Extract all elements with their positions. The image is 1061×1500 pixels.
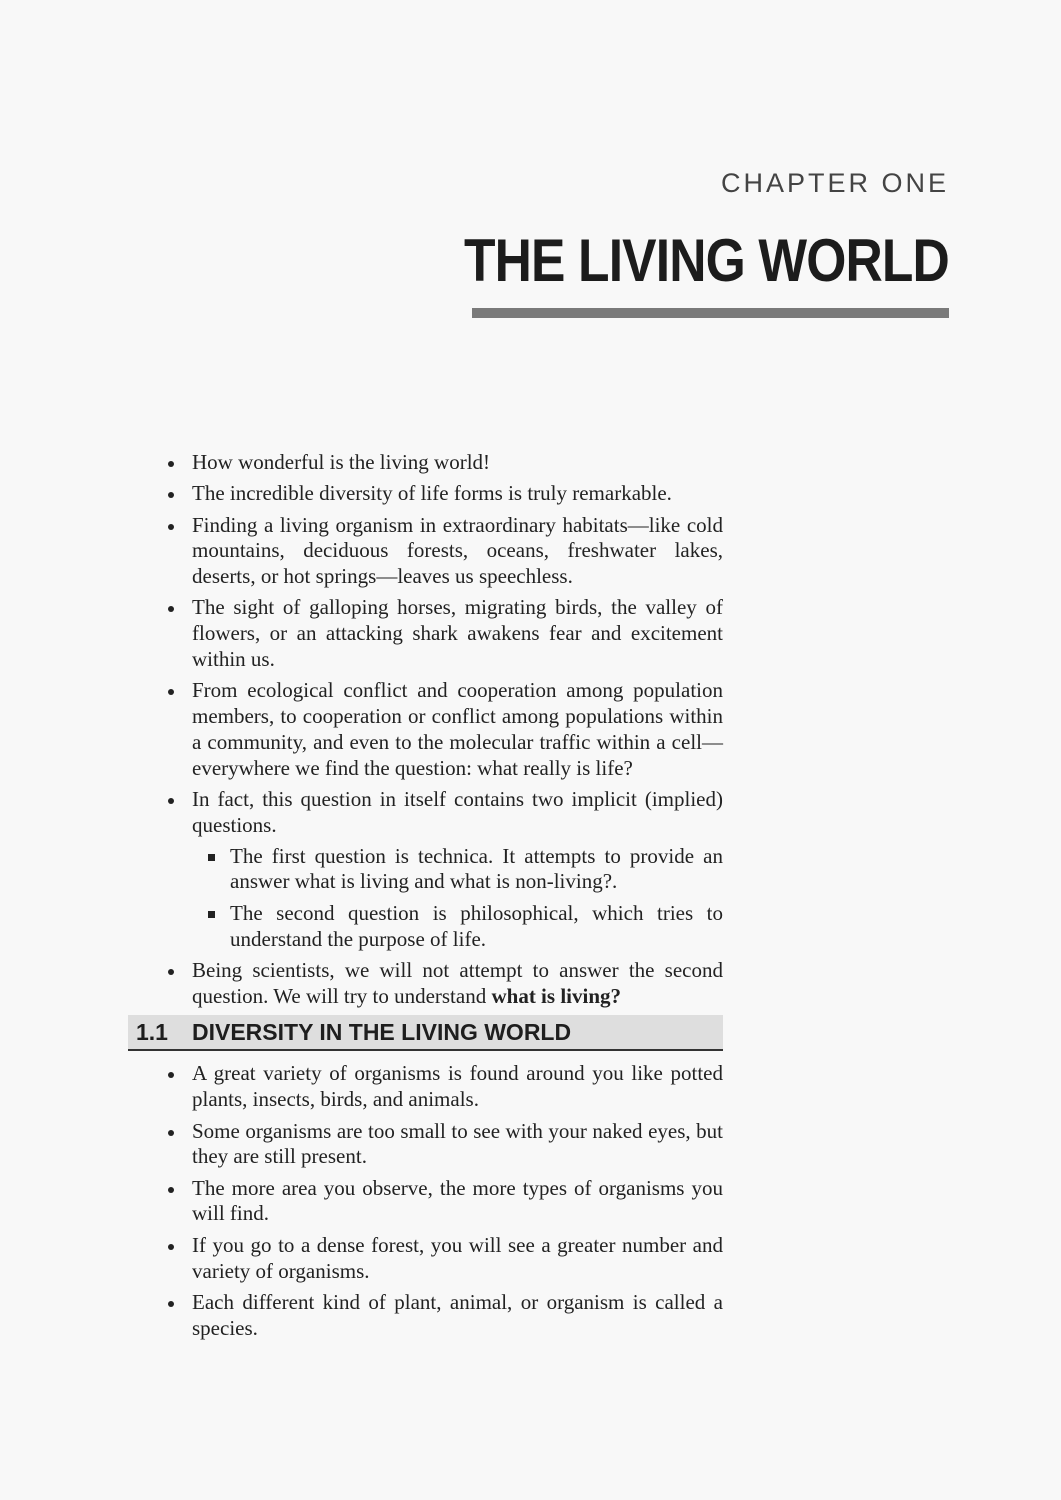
sub-bullet-list	[192, 844, 723, 953]
section-number: 1.1	[136, 1018, 168, 1045]
list-item	[192, 958, 723, 1010]
list-item: The incredible diversity of life forms is truly remarkable.	[192, 481, 723, 507]
list-item: Some organisms are too small to see with your naked eyes, but they are still present.	[192, 1118, 723, 1169]
list-item: The more area you observe, the more types of organisms you will find.	[192, 1175, 723, 1226]
title-rule	[472, 308, 949, 318]
intro-bullet-list	[128, 450, 723, 1009]
chapter-content	[128, 450, 723, 1347]
list-item	[192, 787, 723, 952]
section-heading	[128, 1015, 723, 1051]
sub-list-item: The first question is technica. It attempts to provide an answer what is living and what is non-living?.	[230, 843, 723, 894]
chapter-label: CHAPTER ONE	[720, 168, 949, 198]
section-bullet-list	[128, 1061, 723, 1341]
sub-list-item: The second question is philosophical, which tries to understand the purpose of life.	[230, 900, 723, 951]
emphasis-text: what is living?	[491, 983, 621, 1008]
list-item: A great variety of organisms is found around you like potted plants, insects, birds, and animals.	[192, 1061, 723, 1112]
list-item: Each different kind of plant, animal, or organism is called a species.	[192, 1289, 723, 1340]
list-item: Finding a living organism in extraordinary habitats—like cold mountains, deciduous forests, oceans, freshwater lakes, deserts, or hot springs—leaves us speechless.	[192, 512, 723, 589]
list-item: The sight of galloping horses, migrating birds, the valley of flowers, or an attacking shark awakens fear and excitement within us.	[192, 595, 723, 672]
list-item-text: In fact, this question in itself contains two implicit (implied) questions.	[192, 787, 723, 837]
list-item: From ecological conflict and cooperation among population members, to cooperation or conflict among populations within a community, and even to the molecular traffic within a cell—everywhere we find the question: what really is life?	[192, 678, 723, 780]
list-item: How wonderful is the living world!	[192, 450, 723, 476]
list-item: If you go to a dense forest, you will see a greater number and variety of organisms.	[192, 1232, 723, 1283]
section-title: DIVERSITY IN THE LIVING WORLD	[192, 1018, 572, 1045]
chapter-title: THE LIVING WORLD	[463, 227, 949, 294]
list-item-text: Being scientists, we will not attempt to answer the second question. We will try to understand	[192, 957, 723, 1008]
